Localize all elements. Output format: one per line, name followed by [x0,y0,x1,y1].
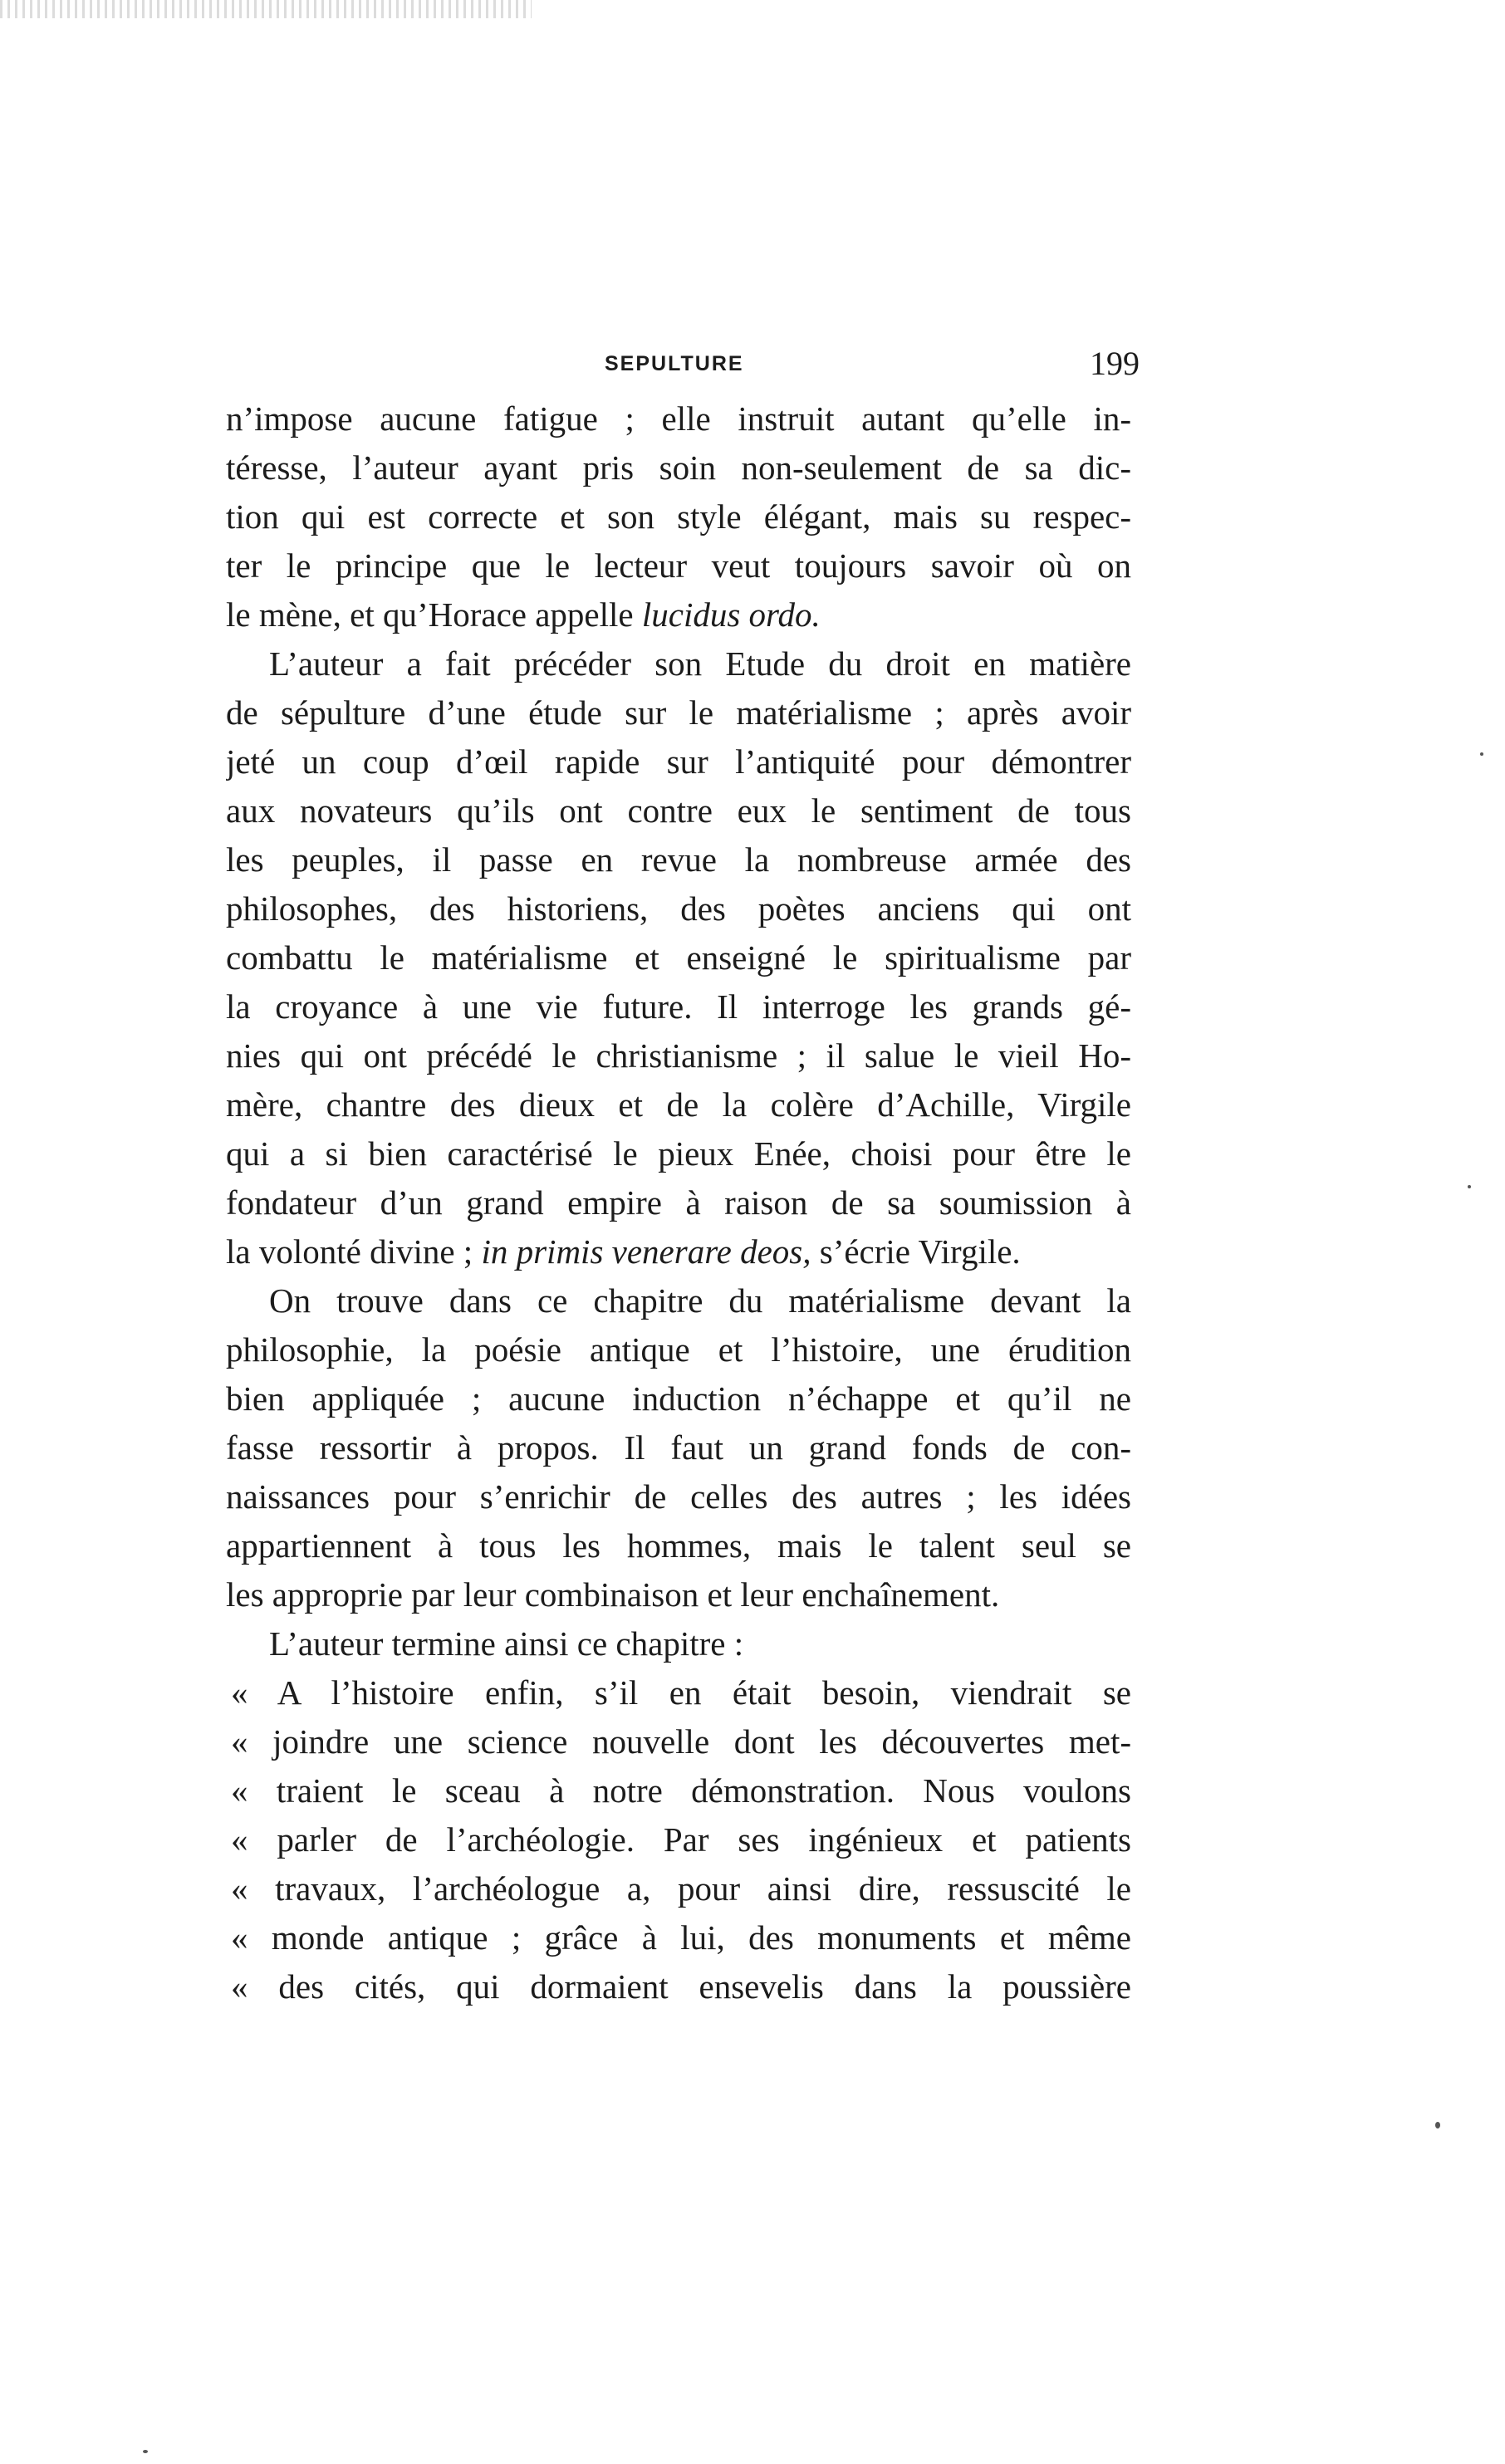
speck [1480,752,1483,756]
text-line: jeté un coup d’œil rapide sur l’antiquité pour démontrer [226,742,1131,781]
text-line: fondateur d’un grand empire à raison de sa soumission à [226,1183,1131,1222]
line-text: le mène, et qu’Horace appelle [226,595,642,634]
speck [1435,2122,1440,2128]
text-line: les peuples, il passe en revue la nombreuse armée des [226,840,1131,879]
line-text: la volonté divine ; [226,1232,482,1271]
quote-line: « monde antique ; grâce à lui, des monuments et même [231,1918,1131,1957]
speck [1468,1185,1471,1188]
text-line: aux novateurs qu’ils ont contre eux le sentiment de tous [226,791,1131,830]
text-line: naissances pour s’enrichir de celles des autres ; les idées [226,1477,1131,1516]
text-line: fasse ressortir à propos. Il faut un grand fonds de con- [226,1428,1131,1467]
text-line: bien appliquée ; aucune induction n’échappe et qu’il ne [226,1379,1131,1418]
quote-line: « traient le sceau à notre démonstration. Nous voulons [231,1771,1131,1810]
running-title: SEPULTURE [605,352,744,375]
text-line: les approprie par leur combinaison et leur enchaînement. [226,1575,1000,1614]
line-text: s’écrie Virgile. [811,1232,1021,1271]
latin-phrase: in primis venerare deos, [481,1232,811,1271]
text-line: ter le principe que le lecteur veut toujours savoir où on [226,546,1131,585]
text-line: de sépulture d’une étude sur le matérialisme ; après avoir [226,693,1131,732]
text-line: mère, chantre des dieux et de la colère d’Achille, Virgile [226,1085,1131,1124]
page-number: 199 [1090,345,1140,382]
text-line: nies qui ont précédé le christianisme ; il salue le vieil Ho- [226,1036,1131,1075]
text-line: la croyance à une vie future. Il interroge les grands gé- [226,987,1131,1026]
text-line: tion qui est correcte et son style élégant, mais su respec- [226,497,1131,536]
quote-line: « parler de l’archéologie. Par ses ingénieux et patients [231,1820,1131,1859]
latin-phrase: lucidus ordo. [641,595,821,634]
quote-line: « des cités, qui dormaient ensevelis dans la poussière [231,1967,1131,2006]
text-line: appartiennent à tous les hommes, mais le talent seul se [226,1526,1131,1565]
text-line: téresse, l’auteur ayant pris soin non-seulement de sa dic- [226,448,1131,487]
text-line [226,1227,1131,1276]
body-text [226,394,1131,2011]
text-line: n’impose aucune fatigue ; elle instruit autant qu’elle in- [226,399,1131,438]
text-line: philosophes, des historiens, des poètes anciens qui ont [226,889,1131,928]
quote-line: « travaux, l’archéologue a, pour ainsi dire, ressuscité le [231,1869,1131,1908]
text-line: philosophie, la poésie antique et l’histoire, une érudition [226,1330,1131,1369]
text-line: combattu le matérialisme et enseigné le spiritualisme par [226,938,1131,977]
quote-line: « A l’histoire enfin, s’il en était besoin, viendrait se [231,1673,1131,1712]
scan-noise-top [0,0,532,18]
text-line [226,590,1131,639]
text-line: qui a si bien caractérisé le pieux Enée, choisi pour être le [226,1134,1131,1173]
paragraph-start: L’auteur termine ainsi ce chapitre : [269,1624,744,1663]
speck [143,2450,148,2453]
quote-line: « joindre une science nouvelle dont les découvertes met- [231,1722,1131,1761]
paragraph-start: L’auteur a fait précéder son Etude du droit en matière [269,644,1131,683]
paragraph-start: On trouve dans ce chapitre du matérialisme devant la [269,1281,1131,1320]
page-header [223,344,1146,394]
